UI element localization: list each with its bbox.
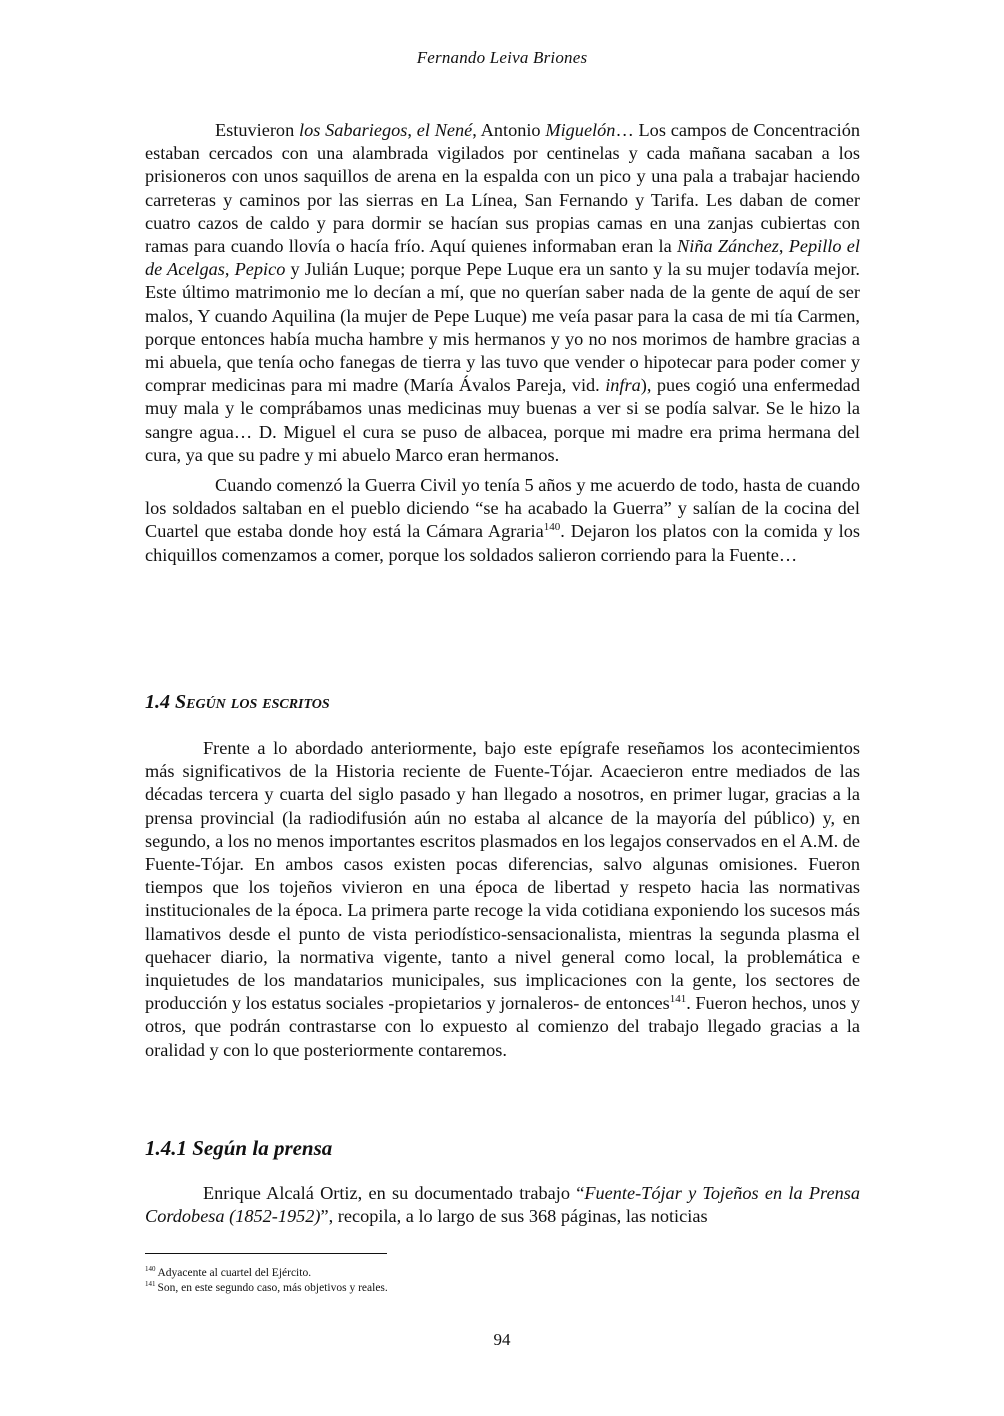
italic-name: Pepico	[234, 259, 286, 280]
section-number: 1.4	[145, 691, 175, 713]
section-heading-block	[145, 691, 860, 714]
footnote-ref-140[interactable]: 140	[543, 521, 561, 534]
section-heading	[145, 691, 860, 714]
running-header: Fernando Leiva Briones	[416, 48, 588, 67]
text-run: ), pues cogió una enfermedad muy mala y le comprábamos unas medicinas muy buenas a ver si se podía salvar. Se le hizo la sangre agua… D. Miguel el cura se puso de albacea, porque mi madre era prima hermana del cura, ya que su padre y mi abuelo Marco eran hermanos.	[145, 375, 861, 465]
footnote-ref-141[interactable]: 141	[669, 993, 687, 1006]
main-text-block-1	[145, 119, 860, 567]
text-run: Cuando comenzó la Guerra Civil yo tenía 5 años y me acuerdo de todo, hasta de cuando los soldados saltaban en el pueblo diciendo “se ha acabado la Guerra” y salían de la cocina del Cuartel que estaba donde hoy está la Cámara Agraria	[145, 475, 860, 542]
text-run: ,	[778, 236, 789, 257]
footnote-number: 141	[145, 1280, 156, 1289]
paragraph-testimony	[145, 119, 860, 467]
text-run: , Antonio	[472, 120, 546, 140]
footnote-140	[145, 1266, 860, 1281]
text-run: Enrique Alcalá Ortiz, en su documentado trabajo “	[203, 1183, 585, 1203]
paragraph-section-intro	[145, 737, 860, 1062]
subsection-heading-block	[145, 1136, 860, 1161]
footnote-text: Adyacente al cuartel del Ejército.	[157, 1267, 312, 1279]
italic-name: el Nené	[416, 120, 473, 140]
main-text-block-2	[145, 737, 860, 1062]
italic-title: Fuente-Tójar y Tojeños en la Prensa Cordobesa (1852-1952)	[145, 1183, 860, 1227]
text-run: ,	[224, 259, 235, 280]
text-run: . Dejaron los platos con la comida y los chiquillos comenzamos a comer, porque los soldados salieron corriendo para la Fuente…	[145, 521, 860, 565]
text-run: Frente a lo abordado anteriormente, bajo este epígrafe reseñamos los acontecimientos más significativos de la Historia reciente de Fuente-Tójar. Acaecieron entre mediados de las décadas tercera y cuarta del siglo pasado y han llegado a nosotros, en primer lugar, gracias a la prensa provincial (la radiodifusión aún no estaba al alcance de la mayoría del público) y, en segundo, a los no menos importantes escritos plasmados en los legajos conservados en el A.M. de Fuente-Tójar. En ambos casos existen pocas diferencias, salvo algunas omisiones. Fueron tiempos que los tojeños vivieron en una época de libertad y respeto hacia las normativas institucionales de la época. La primera parte recoge la vida cotidiana exponiendo los sucesos más llamativos desde el punto de vista periodístico-sensacionalista, mientras la segunda plasma el quehacer diario, la normativa vigente, tanto a nivel general como local, la problemática e inquietudes de los mandatarios municipales, sus implicaciones con la gente, los sectores de producción y los estatus sociales -propietarios y jornaleros- de entonces	[145, 738, 860, 1014]
text-run: … Los campos de Concentración estaban cercados con una alambrada vigilados por centinelas y cada mañana sacaban a los prisioneros con unos saquillos de arena en la espalda con un pico y una pala a trabajar haciendo carreteras y caminos por las sierras en La Línea, San Fernando y Tarifa. Les daban de comer cuatro cazos de caldo y para dormir se hacían sus propias camas en una zanjas cubiertas con ramas para cuando llovía o hacía frío. Aquí quienes informaban eran la	[145, 120, 860, 257]
section-title-rest: egún los escritos	[186, 691, 330, 713]
paragraph-press	[145, 1182, 860, 1228]
italic-name: Pepillo el de Acelgas	[145, 236, 860, 280]
text-run: y Julián Luque; porque Pepe Luque era un santo y la su mujer todavía mejor. Este último matrimonio me lo decían a mí, que no querían saber nada de la gente de aquí de ser malos, Y cuando Aquilina (la mujer de Pepe Luque) me veía pasar para la casa de mi tía Carmen, porque entonces había mucha hambre y mis hermanos y yo no nos morimos de hambre gracias a mi abuela, que tenía ocho fanegas de tierra y las tuvo que vender o hipotecar para poder comer y comprar medicinas para mi madre (María Ávalos Pareja, vid.	[145, 259, 861, 396]
page-number: 94	[493, 1330, 511, 1349]
footnote-divider	[145, 1253, 387, 1254]
paragraph-civil-war	[145, 474, 860, 567]
italic-name: Niña Zánchez	[677, 236, 779, 257]
text-run: Estuvieron	[215, 120, 299, 140]
text-run: ”, recopila, a lo largo de sus 368 páginas, las noticias	[320, 1206, 708, 1227]
footnote-text: Son, en este segundo caso, más objetivos y reales.	[157, 1282, 388, 1294]
subsection-heading: 1.4.1 Según la prensa	[145, 1136, 333, 1160]
section-title-initial: S	[175, 691, 187, 713]
italic-name: Miguelón	[545, 120, 616, 140]
italic-name: los Sabariegos	[299, 120, 408, 140]
footnote-141	[145, 1281, 860, 1296]
italic-term: infra	[605, 375, 641, 396]
footnote-number: 140	[145, 1265, 156, 1274]
text-run: . Fueron hechos, unos y otros, que podrán contrastarse con lo expuesto al comienzo del trabajo llegado gracias a la oralidad y con lo que posteriormente contaremos.	[145, 993, 861, 1060]
text-run: ,	[407, 120, 417, 140]
footnotes	[145, 1266, 860, 1296]
main-text-block-3	[145, 1182, 860, 1228]
